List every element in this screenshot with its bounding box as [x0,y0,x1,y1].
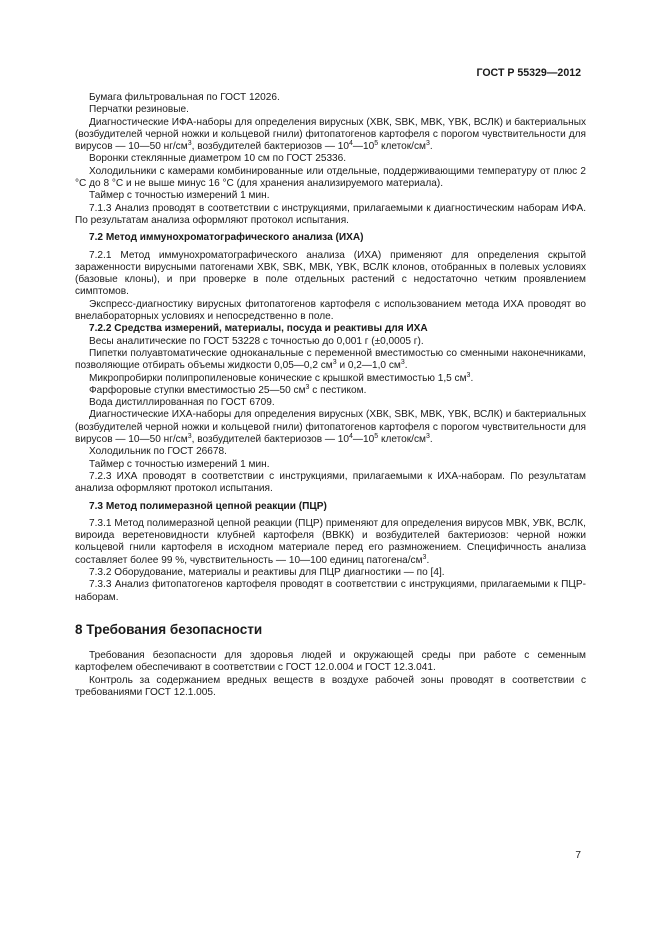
paragraph: Перчатки резиновые. [89,104,189,116]
paragraph: Таймер с точностью измерений 1 мин. [89,190,270,202]
document-body [75,92,586,699]
paragraph: Требования безопасности для здоровья людей и окружающей среды при работе с семенным картофелем обеспечивают в соответствии с ГОСТ 12.0.004 и ГОСТ 12.3.041. [75,650,586,674]
section-heading-7-3: 7.3 Метод полимеразной цепной реакции (ПЦР) [89,500,327,512]
paragraph: 7.3.3 Анализ фитопатогенов картофеля проводят в соответствии с инструкциями, прилагаемыми к ПЦР-наборам. [75,579,586,603]
paragraph: Воронки стеклянные диаметром 10 см по ГОСТ 25336. [89,153,347,165]
paragraph: Таймер с точностью измерений 1 мин. [89,458,270,470]
paragraph: Холодильники с камерами комбинированные или отдельные, поддерживающими температуру от плюс 2 °С до 8 °С и не выше минус 16 °С (для хранения анализируемого материала). [75,165,586,190]
paragraph: Фарфоровые ступки вместимостью 25—50 $см^3$ с пестиком. [89,383,367,396]
paragraph: 7.1.3 Анализ проводят в соответствии с инструкциями, прилагаемыми к диагностическим наборам ИФА. По результатам анализа оформляют протокол испытания. [75,202,586,226]
paragraph: Диагностические ИХА-наборы для определения вирусных (ХВК, SBK, MBK, YBK, ВСЛК) и бактериальных (возбудителей черной ножки и кольцевой гнили) фитопатогенов картофеля с порогом чувствительности для вирусов — 10—50 $нг/см^3$, возбудителей бактериозов — $10^4—10^5$ клеток/$см^3$. [75,409,586,446]
paragraph: Диагностические ИФА-наборы для определения вирусных (ХВК, SBK, MBK, YBK, ВСЛК) и бактериальных (возбудителей черной ножки и кольцевой гнили) фитопатогенов картофеля с порогом чувствительности для вирусов — 10—50 $нг/см^3$, возбудителей бактериозов — $10^4—10^5$ клеток/$см^3$. [75,116,586,153]
document-id-header: ГОСТ Р 55329—2012 [476,67,581,79]
page-number: 7 [575,850,581,861]
paragraph: 7.3.2 Оборудование, материалы и реактивы для ПЦР диагностики — по [4]. [89,566,445,578]
paragraph: Весы аналитические по ГОСТ 53228 с точностью до 0,001 г (±0,0005 г). [89,335,424,347]
paragraph: Пипетки полуавтоматические одноканальные с переменной вместимостью со сменными наконечниками, позволяющие отбирать объемы жидкости 0,05—0,2 $см^3$ и 0,2—1,0 $см^3$. [75,347,586,372]
section-heading-8: 8 Требования безопасности [75,621,263,637]
section-heading-7-2: 7.2 Метод иммунохроматографического анализа (ИХА) [89,232,364,244]
paragraph: Контроль за содержанием вредных веществ в воздухе рабочей зоны проводят в соответствии с требованиями ГОСТ 12.1.005. [75,674,586,699]
paragraph: 7.2.1 Метод иммунохроматографического анализа (ИХА) применяют для определения скрытой зараженности вирусными патогенами ХВК, SBK, МВК, YBK, ВСЛК клонов, отобранных в полевых условиях (базовые клоны), и при проверке в поле отдельных растений с недостаточно четким проявлением симптомов. [75,249,586,298]
paragraph: Микропробирки полипропиленовые конические с крышкой вместимостью 1,5 $см^3$. [89,371,474,384]
paragraph: Холодильник по ГОСТ 26678. [89,446,227,458]
paragraph: 7.2.3 ИХА проводят в соответствии с инструкциями, прилагаемыми к ИХА-наборам. По результатам анализа оформляют протокол испытания. [75,470,586,495]
paragraph: Бумага фильтровальная по ГОСТ 12026. [89,92,280,103]
paragraph: Экспресс-диагностику вирусных фитопатогенов картофеля с использованием метода ИХА проводят во внелабораторных условиях и непосредственно в поле. [75,298,586,323]
paragraph: Вода дистиллированная по ГОСТ 6709. [89,397,275,409]
subsection-heading-7-2-2: 7.2.2 Средства измерений, материалы, посуда и реактивы для ИХА [89,323,428,335]
paragraph: 7.3.1 Метод полимеразной цепной реакции (ПЦР) применяют для определения вирусов МВК, УВК, ВСЛК, вироида веретеновидности клубней картофеля (ВВКК) и возбудителей бактериозов: черной ножки кольцевой гнили картофеля в исходном материале перед его размножением. Специфичность анализа составляет более 99 %, чувствительность — 10—100 единиц патогена/$см^3$. [75,517,586,566]
